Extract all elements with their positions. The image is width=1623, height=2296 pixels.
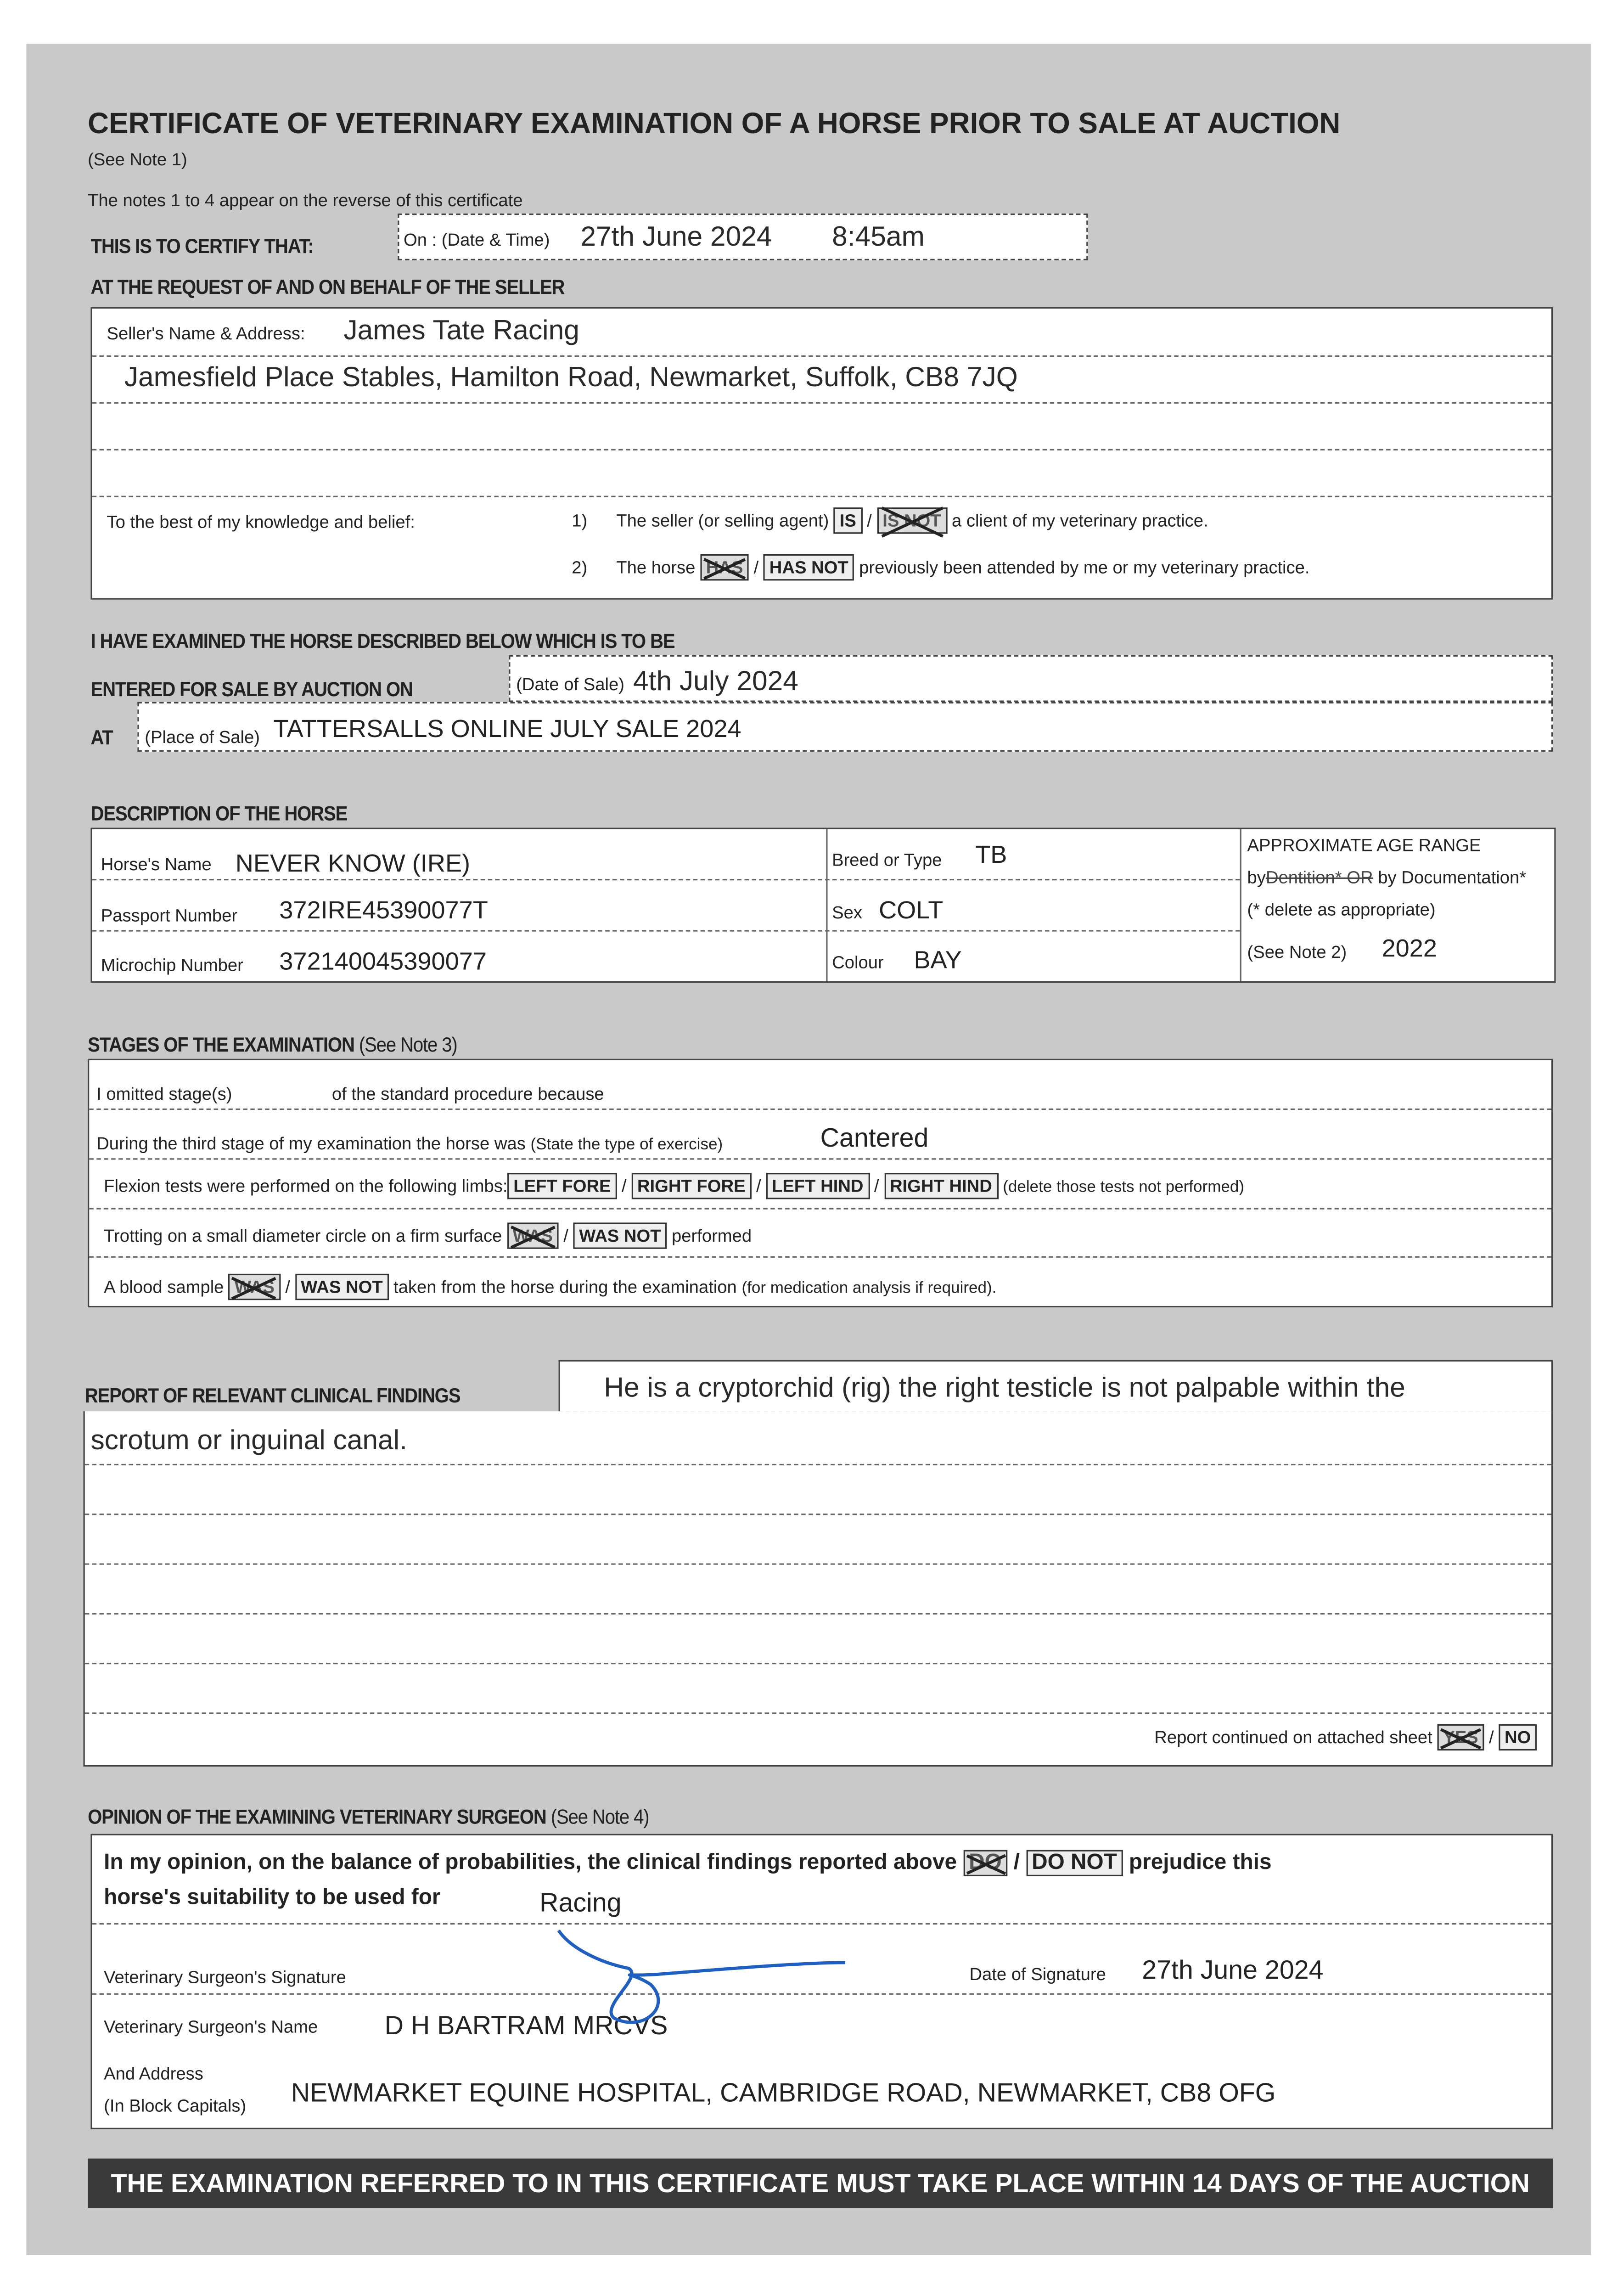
flexion-label: Flexion tests were performed on the following limbs: <box>104 1176 508 1197</box>
on-label: On : (Date & Time) <box>403 229 550 250</box>
age-value[interactable]: 2022 <box>1382 934 1438 962</box>
trot-post: performed <box>671 1225 752 1246</box>
stages-heading <box>88 1032 457 1056</box>
vet-name[interactable]: D H BARTRAM MRCVS <box>384 2010 668 2040</box>
passport-number[interactable]: 372IRE45390077T <box>279 896 488 924</box>
date-of-sale-label: (Date of Sale) <box>516 674 625 695</box>
age-documentation: by Documentation* <box>1378 867 1527 888</box>
delete-note: (* delete as appropriate) <box>1247 899 1436 920</box>
place-of-sale-field[interactable] <box>137 702 1553 752</box>
date-of-sale-field[interactable] <box>509 655 1553 702</box>
limb-right-hind[interactable]: RIGHT HIND <box>884 1173 998 1199</box>
certificate-title: CERTIFICATE OF VETERINARY EXAMINATION OF A HORSE PRIOR TO SALE AT AUCTION <box>88 108 1341 141</box>
date-of-signature[interactable]: 27th June 2024 <box>1142 1955 1324 1985</box>
findings-line-1[interactable] <box>559 1360 1553 1413</box>
request-heading: AT THE REQUEST OF AND ON BEHALF OF THE SELLER <box>90 275 565 298</box>
sex-label: Sex <box>832 902 862 923</box>
vet-address[interactable]: NEWMARKET EQUINE HOSPITAL, CAMBRIDGE ROAD, NEWMARKET, CB8 OFG <box>291 2078 1276 2108</box>
statement-text: previously been attended by me or my veterinary practice. <box>859 557 1310 578</box>
place-of-sale: TATTERSALLS ONLINE JULY SALE 2024 <box>273 715 741 743</box>
signature-image <box>541 1919 863 2036</box>
blank-line[interactable] <box>92 449 1551 497</box>
place-of-sale-label: (Place of Sale) <box>145 726 260 748</box>
exam-time: 8:45am <box>832 222 925 253</box>
exam-datetime-field[interactable] <box>398 214 1088 260</box>
date-signature-label: Date of Signature <box>969 1964 1106 1985</box>
limb-left-hind[interactable]: LEFT HIND <box>766 1173 869 1199</box>
at-label: AT <box>90 725 113 749</box>
age-dentition-deleted: Dentition* OR <box>1265 867 1373 888</box>
option-has-not[interactable]: HAS NOT <box>764 554 854 580</box>
statement-2: 2) The horse HAS / HAS NOT previously been attended by me or my veterinary practice. <box>572 554 1309 580</box>
entered-label: ENTERED FOR SALE BY AUCTION ON <box>90 677 413 701</box>
footer-banner: THE EXAMINATION REFERRED TO IN THIS CERTIFICATE MUST TAKE PLACE WITHIN 14 DAYS OF THE AUCTION <box>88 2159 1553 2208</box>
signature-label: Veterinary Surgeon's Signature <box>104 1967 346 1988</box>
see-note-3: (See Note 3) <box>359 1032 457 1056</box>
statement-text: a client of my veterinary practice. <box>952 510 1208 531</box>
trot-label: Trotting on a small diameter circle on a firm surface <box>104 1225 502 1246</box>
trot-was-not[interactable]: WAS NOT <box>573 1222 667 1249</box>
continued-yes-deleted[interactable]: YES <box>1437 1724 1484 1750</box>
seller-name[interactable]: James Tate Racing <box>343 315 579 347</box>
exam-date: 27th June 2024 <box>580 222 772 253</box>
blood-label: A blood sample <box>104 1277 224 1297</box>
date-of-sale: 4th July 2024 <box>633 667 798 698</box>
third-stage-text: During the third stage of my examination the horse was <box>96 1133 526 1154</box>
omitted-reason-label: of the standard procedure because <box>331 1083 604 1104</box>
statement-text: The seller (or selling agent) <box>616 510 829 531</box>
option-is[interactable]: IS <box>834 507 862 534</box>
horse-name-label: Horse's Name <box>101 854 212 875</box>
findings-text-2: scrotum or inguinal canal. <box>90 1426 407 1457</box>
flexion-hint: (delete those tests not performed) <box>1003 1178 1245 1197</box>
option-has-deleted[interactable]: HAS <box>700 554 749 580</box>
third-stage-label <box>96 1133 723 1154</box>
trot-was-deleted[interactable]: WAS <box>507 1222 559 1249</box>
omitted-label: I omitted stage(s) <box>96 1083 232 1104</box>
see-note-1: (See Note 1) <box>88 149 187 170</box>
passport-label: Passport Number <box>101 905 238 926</box>
findings-heading: REPORT OF RELEVANT CLINICAL FINDINGS <box>84 1383 461 1407</box>
statement-text: The horse <box>616 557 696 578</box>
trot-row: Trotting on a small diameter circle on a firm surface WAS / WAS NOT performed <box>104 1222 752 1249</box>
continued-label: Report continued on attached sheet <box>1154 1727 1432 1748</box>
limb-left-fore[interactable]: LEFT FORE <box>507 1173 617 1199</box>
see-note-2: (See Note 2) <box>1247 941 1347 962</box>
opinion-text: In my opinion, on the balance of probabilities, the clinical findings reported above <box>104 1850 957 1875</box>
opinion-do-deleted[interactable]: DO <box>963 1850 1007 1876</box>
blood-was-not[interactable]: WAS NOT <box>295 1274 389 1300</box>
opinion-heading-row <box>88 1805 649 1828</box>
colour-label: Colour <box>832 952 884 973</box>
blood-was-deleted[interactable]: WAS <box>229 1274 281 1300</box>
seller-label: Seller's Name & Address: <box>107 323 305 344</box>
stages-section <box>88 1059 1553 1307</box>
certify-label: THIS IS TO CERTIFY THAT: <box>90 234 314 258</box>
opinion-do-not[interactable]: DO NOT <box>1026 1850 1123 1876</box>
horse-name[interactable]: NEVER KNOW (IRE) <box>235 850 471 878</box>
third-stage-hint: (State the type of exercise) <box>530 1136 723 1154</box>
continued-no[interactable]: NO <box>1499 1724 1537 1750</box>
opinion-text-post: prejudice this <box>1129 1850 1272 1875</box>
stages-title: STAGES OF THE EXAMINATION <box>88 1032 354 1056</box>
see-note-4: (See Note 4) <box>550 1804 649 1828</box>
address-hint: (In Block Capitals) <box>104 2095 247 2116</box>
sex[interactable]: COLT <box>879 896 943 924</box>
microchip-label: Microchip Number <box>101 955 243 976</box>
flexion-row: Flexion tests were performed on the following limbs: LEFT FORE / RIGHT FORE / LEFT HIND / RIGHT HIND (delete those tests not performed) <box>104 1173 1244 1199</box>
examined-heading: I HAVE EXAMINED THE HORSE DESCRIBED BELOW WHICH IS TO BE <box>90 629 675 653</box>
age-by: by <box>1247 867 1266 888</box>
age-range-heading: APPROXIMATE AGE RANGE <box>1247 835 1481 856</box>
blank-line[interactable] <box>92 402 1551 450</box>
intended-use[interactable]: Racing <box>539 1888 622 1918</box>
report-continued: Report continued on attached sheet YES / NO <box>1154 1724 1537 1750</box>
findings-text-1: He is a cryptorchid (rig) the right testicle is not palpable within the <box>604 1373 1405 1404</box>
seller-section <box>90 307 1553 600</box>
breed[interactable]: TB <box>975 841 1007 869</box>
colour[interactable]: BAY <box>914 946 962 974</box>
horse-description-table <box>90 828 1556 983</box>
description-heading: DESCRIPTION OF THE HORSE <box>90 801 348 825</box>
breed-label: Breed or Type <box>832 850 942 870</box>
statement-num: 2) <box>572 557 588 578</box>
opinion-heading: OPINION OF THE EXAMINING VETERINARY SURGEON <box>88 1804 546 1828</box>
blood-row: A blood sample WAS / WAS NOT taken from the horse during the examination (for medication analysis if required). <box>104 1274 996 1300</box>
age-method <box>1247 867 1527 888</box>
blood-hint: (for medication analysis if required). <box>741 1279 997 1297</box>
address-label: And Address <box>104 2063 203 2084</box>
notes-line: The notes 1 to 4 appear on the reverse of this certificate <box>88 190 523 211</box>
exercise-type[interactable]: Cantered <box>820 1123 929 1153</box>
blood-post: taken from the horse during the examination <box>393 1277 737 1297</box>
microchip-number[interactable]: 372140045390077 <box>279 947 487 976</box>
findings-box[interactable] <box>84 1411 1553 1767</box>
limb-right-fore[interactable]: RIGHT FORE <box>631 1173 751 1199</box>
statement-1: 1) The seller (or selling agent) IS / IS NOT a client of my veterinary practice. <box>572 507 1208 534</box>
opinion-line-1: In my opinion, on the balance of probabilities, the clinical findings reported above DO / DO NOT prejudice this <box>104 1850 1271 1876</box>
opinion-line-2: horse's suitability to be used for <box>104 1885 441 1910</box>
knowledge-label: To the best of my knowledge and belief: <box>107 512 415 533</box>
vet-name-label: Veterinary Surgeon's Name <box>104 2016 318 2037</box>
statement-num: 1) <box>572 510 588 531</box>
option-is-not-deleted[interactable]: IS NOT <box>876 507 947 534</box>
seller-address[interactable]: Jamesfield Place Stables, Hamilton Road, Newmarket, Suffolk, CB8 7JQ <box>124 362 1018 394</box>
